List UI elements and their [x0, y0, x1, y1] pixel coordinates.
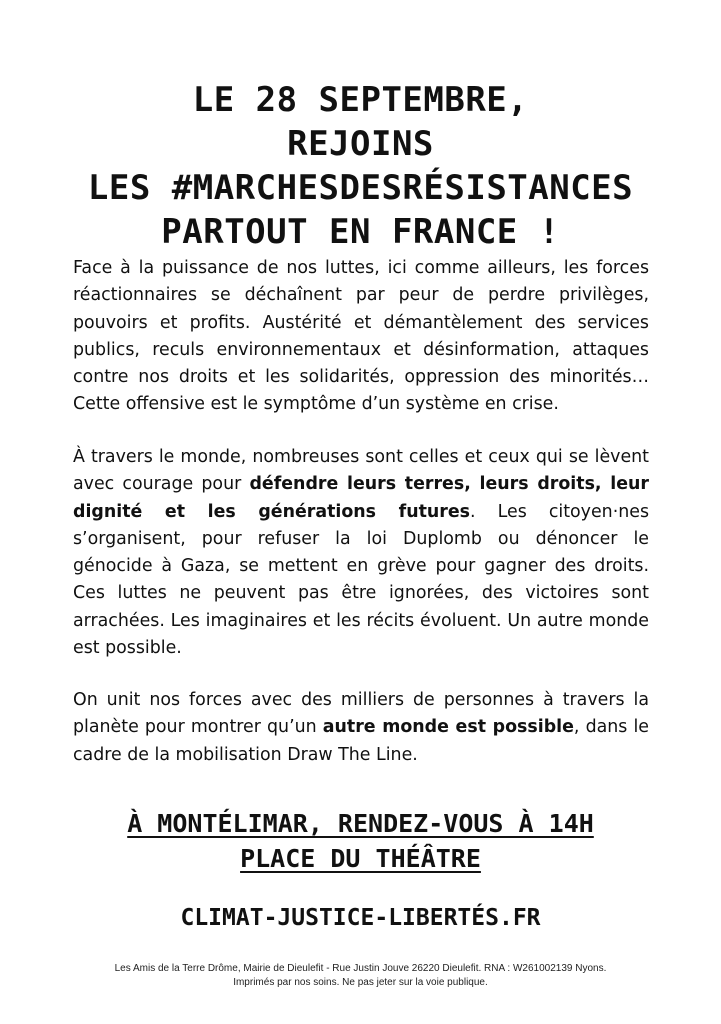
rendezvous-line-2: PLACE DU THÉÂTRE [240, 844, 481, 873]
paragraph-mobilisation [73, 687, 649, 769]
website-url: CLIMAT-JUSTICE-LIBERTÉS.FR [180, 905, 541, 931]
footer-line-2: Imprimés par nos soins. Ne pas jeter sur la voie publique. [233, 977, 488, 988]
paragraph-struggles-part-1: À travers le monde, nombreuses sont celles et ceux qui se lèvent avec courage pour [73, 447, 649, 495]
flyer-title [40, 78, 681, 254]
paragraph-mobilisation-part-1: On unit nos forces avec des milliers de personnes à travers la planète pour montrer qu’un [73, 690, 649, 738]
paragraph-intro: Face à la puissance de nos luttes, ici comme ailleurs, les forces réactionnaires se déchaînent par peur de perdre privilèges, pouvoirs et profits. Austérité et démantèlement des services publics, reculs environnementaux et désinformation, attaques contre nos droits et les solidarités, oppression des minorités… Cette offensive est le symptôme d’un système en crise. [73, 258, 649, 415]
paragraph-mobilisation-highlight: autre monde est possible [322, 717, 574, 738]
footer-legal [40, 962, 681, 990]
rendezvous-block [40, 806, 681, 876]
paragraph-struggles-highlight: défendre leurs terres, leurs droits, leur dignité et les générations futures [73, 474, 649, 522]
footer-line-1: Les Amis de la Terre Drôme, Mairie de Dieulefit - Rue Justin Jouve 26220 Dieulefit. RNA : W261002139 Nyons. [114, 963, 607, 974]
title-line-1: LE 28 SEPTEMBRE, [192, 80, 529, 120]
paragraph-struggles-part-2: . Les citoyen·nes s’organisent, pour refuser la loi Duplomb ou dénoncer le génocide à Gaza, se mettent en grève pour gagner des droits. Ces luttes ne peuvent pas être ignorées, des victoires sont arrachées. Les imaginaires et les récits évoluent. Un autre monde est possible. [73, 501, 650, 659]
paragraph-mobilisation-part-2: , dans le cadre de la mobilisation Draw The Line. [73, 717, 649, 765]
rendezvous-line-1: À MONTÉLIMAR, RENDEZ-VOUS À 14H [127, 809, 594, 838]
title-line-3: LES #MARCHESDESRÉSISTANCES [87, 168, 634, 208]
title-line-2: REJOINS [287, 124, 434, 164]
paragraph-struggles [73, 444, 649, 662]
title-line-4: PARTOUT EN FRANCE ! [161, 212, 560, 252]
